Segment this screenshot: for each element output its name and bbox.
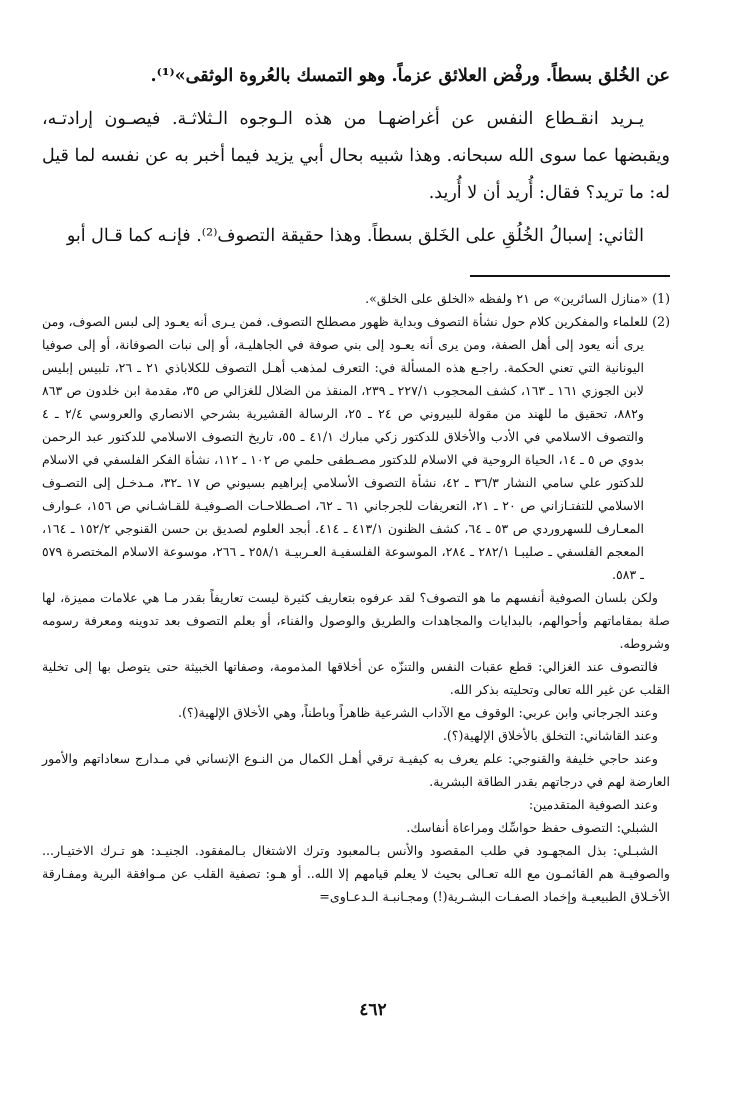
footnote-1: (1) «منازل السائرين» ص ٢١ ولفظه «الخلق على الخلق». bbox=[365, 291, 670, 306]
main-line-1: عن الخُلق بسطاً. ورفْض العلائق عزماً. وهو التمسك بالعُروة الوثقى»⁽¹⁾. bbox=[150, 66, 670, 86]
footnote-paragraph: وعند الجرجاني وابن عربي: الوقوف مع الآداب الشرعية ظاهراً وباطناً، وهي الأخلاق الإلهية(؟). bbox=[177, 705, 658, 720]
footnote-paragraph: وعند حاجي خليفة والقنوجي: علم يعرف به كيفيـة ترقي أهـل الكمال من النـوع الإنساني في مـدارج سعاداتهم والأمور العارضة لهم في درجاتهم بقدر الطاقة البشرية. bbox=[42, 751, 670, 789]
footnote-paragraph: ولكن بلسان الصوفية أنفسهم ما هو التصوف؟ لقد عرفوه بتعاريف كثيرة ليست تعاريفاً بقدر مـا هي علامات مميزة، لها صلة بمقاماتهم وأحوالهم، بالبدايات والمجاهدات والطريق والوصول والفناء، أو بعلم التصوف بعد تدوينه ومعرفة رسومه وشروطه. bbox=[42, 590, 670, 651]
main-paragraph-1: يـريد انقـطاع النفس عن أغراضهـا من هذه الـوجوه الـثلاثـة. فيصـون إرادتـه، ويقبضها عما سوى الله سبحانه. وهذا شبيه بحال أبي يزيد فيما أخبر به عن نفسه لما قيل له: ما تريد؟ فقال: أُريد أن لا أُريد. bbox=[42, 109, 670, 203]
footnote-paragraph: وعند القاشاني: التخلق بالأخلاق الإلهية(؟). bbox=[442, 728, 658, 743]
footnote-paragraph: وعند الصوفية المتقدمين: bbox=[528, 797, 658, 812]
page-body bbox=[42, 58, 670, 908]
footnote-paragraph: الشبلي: التصوف حفظ حواسِّك ومراعاة أنفاسك. bbox=[406, 820, 658, 835]
main-text bbox=[42, 58, 670, 255]
footnote-separator bbox=[470, 275, 670, 277]
footnote-2: (2) للعلماء والمفكرين كلام حول نشأة التصوف وبداية ظهور مصطلح التصوف. فمن يـرى أنه يعـود إلى لبس الصوف، ومن يرى أنه يعود إلى أهل الصفة، ومن يرى أنه يعـود إلى بني صوفة في الجاهليـة، أو إلى نبات الصوفانة، أو إلى صوفيا اليونانية التي تعني الحكمة. راجـع هذه المسألة في: التعرف لمذهب أهـل التصوف للكلاباذي ٢١ ـ ٢٦، تلبيس إبليس لابن الجوزي ١٦١ ـ ١٦٣، كشف المحجوب ٢٢٧/١ ـ ٢٣٩، المنقذ من الضلال للغزالي ص ٣٥، مقدمة ابن خلدون ص ٨٦٣ و٨٨٢، تحقيق ما للهند من مقولة للبيروني ص ٢٤ ـ ٢٥، الرسالة القشيرية بشرحي الانصاري والعروسي ٢/٤ ـ ٤ والتصوف الاسلامي في الأدب والأخلاق للدكتور زكي مبارك ٤١/١ ـ ٥٥، تاريخ التصوف الاسلامي للدكتور عبد الرحمن بدوي ص ٥ ـ ١٤، الحياة الروحية في الاسلام للدكتور مصـطفى حلمي ص ١٠٢ ـ ١١٢، نشأة الفكر الفلسفي في الاسلام للدكتور علي سامي النشار ٣٦/٣ ـ ٤٢، نشأة التصوف الأسلامي إبراهيم بسيوني ص ١٧ ـ٣٢، مـدخـل إلى التصـوف الاسلامي للتفتـازاني ص ٢٠ ـ ٢١، التعريفات للجرجاني ٦١ ـ ٦٢، اصـطلاحـات الصـوفيـة للقـاشـاني ص ١٥٦، عـوارف المعـارف للسهروردي ص ٥٣ ـ ٦٤، كشف الظنون ٤١٣/١ ـ ٤١٤. أبجد العلوم لصديق بن حسن القنوجي ١٥٢/٢ ـ ١٦٤، المعجم الفلسفي ـ صليبـا ٢٨٢/١ ـ ٢٨٤، الموسوعة الفلسفيـة العـربيـة ٢٥٨/١ ـ ٢٦٦، موسوعة الاسلام المختصرة ٥٧٩ ـ ٥٨٣. bbox=[42, 314, 670, 582]
footnote-paragraph: فالتصوف عند الغزالي: قطع عقبات النفس والتنزّه عن أخلاقها المذمومة، وصفاتها الخبيثة حتى يتوصل بها إلى تخلية القلب عن غير الله تعالى وتحليته بذكر الله. bbox=[42, 659, 670, 697]
footnote-paragraph: الشبـلي: بذل المجهـود في طلب المقصود والأنس بـالمعبود وترك الاشتغال بـالمفقود. الجنيـد: هو تـرك الاختيـار... والصوفيـة هم القائمـون مع الله تعـالى بحيث لا يعلم قيامهم إلا الله.. أو هـو: تصفية القلب عن مـوافقة البرية ومفـارقة الأخـلاق الطبيعيـة وإخماد الصفـات البشـرية(!) ومجـانبـة الـدعـاوى= bbox=[42, 843, 670, 904]
main-paragraph-2: الثاني: إسبالُ الخُلُقِ على الخَلق بسطاً. وهذا حقيقة التصوف⁽²⁾. فإنـه كما قـال أبو bbox=[66, 226, 644, 246]
page-number: ٤٦٢ bbox=[359, 1000, 387, 1020]
footnotes bbox=[42, 287, 670, 908]
